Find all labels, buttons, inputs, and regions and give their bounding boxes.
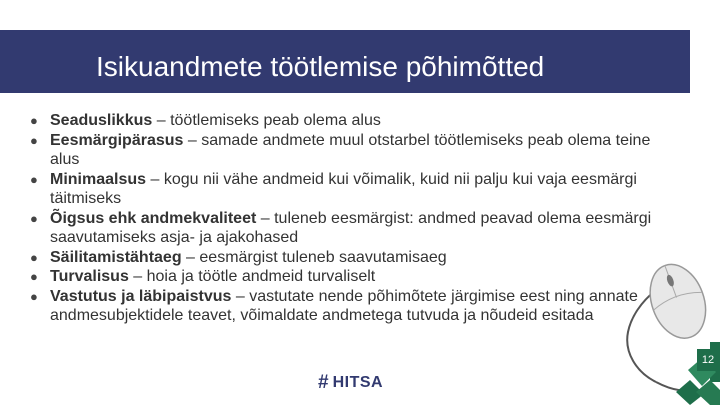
bullet-icon: ● xyxy=(30,171,38,187)
list-item xyxy=(30,170,660,209)
bullet-term: Eesmärgipärasus xyxy=(50,131,184,149)
computer-mouse-icon xyxy=(616,262,720,405)
bullet-term: Turvalisus xyxy=(50,268,129,285)
list-item xyxy=(30,287,660,326)
bullet-icon: ● xyxy=(30,113,38,128)
bullet-icon: ● xyxy=(30,269,38,284)
bullet-list xyxy=(30,111,660,326)
bullet-term: Minimaalsus xyxy=(50,170,147,188)
logo-text: HITSA xyxy=(332,374,384,391)
bullet-text: – hoia ja töötle andmeid turvaliselt xyxy=(128,268,376,285)
list-item xyxy=(30,248,660,268)
list-item xyxy=(30,131,660,170)
list-item xyxy=(30,209,660,248)
bullet-term: Õigsus ehk andmekvaliteet xyxy=(50,209,257,227)
bullet-icon: ● xyxy=(30,249,38,265)
bullet-text: – kogu nii vähe andmeid kui võimalik, kuid nii palju kui vaja eesmärgi täitmiseks xyxy=(50,170,637,207)
bullet-icon: ● xyxy=(30,132,38,148)
bullet-term: Säilitamistähtaeg xyxy=(50,248,182,266)
logo-hash-symbol: # xyxy=(318,372,329,393)
list-item xyxy=(30,267,660,287)
bullet-term: Vastutus ja läbipaistvus xyxy=(50,287,232,305)
bullet-icon: ● xyxy=(30,210,38,226)
bullet-icon: ● xyxy=(30,288,38,304)
bullet-text: – samade andmete muul otstarbel töötlemiseks peab olema teine alus xyxy=(50,131,651,168)
list-item xyxy=(30,111,660,131)
bullet-text: – tuleneb eesmärgist: andmed peavad olema eesmärgi saavutamiseks asja- ja ajakohased xyxy=(50,209,652,246)
bullet-text: – töötlemiseks peab olema alus xyxy=(152,112,381,129)
hitsa-logo-icon xyxy=(318,372,383,394)
slide-number: 12 xyxy=(697,349,719,371)
bullet-text: – vastutate nende põhimõtete järgimise eest ning annate andmesubjektidele teavet, võimaldate andmetega tutvuda ja nõudeid esitada xyxy=(50,287,638,324)
bullet-term: Seaduslikkus xyxy=(50,112,153,129)
bullet-text: – eesmärgist tuleneb saavutamisaeg xyxy=(181,248,447,266)
slide-title: Isikuandmete töötlemise põhimõtted xyxy=(96,51,545,82)
